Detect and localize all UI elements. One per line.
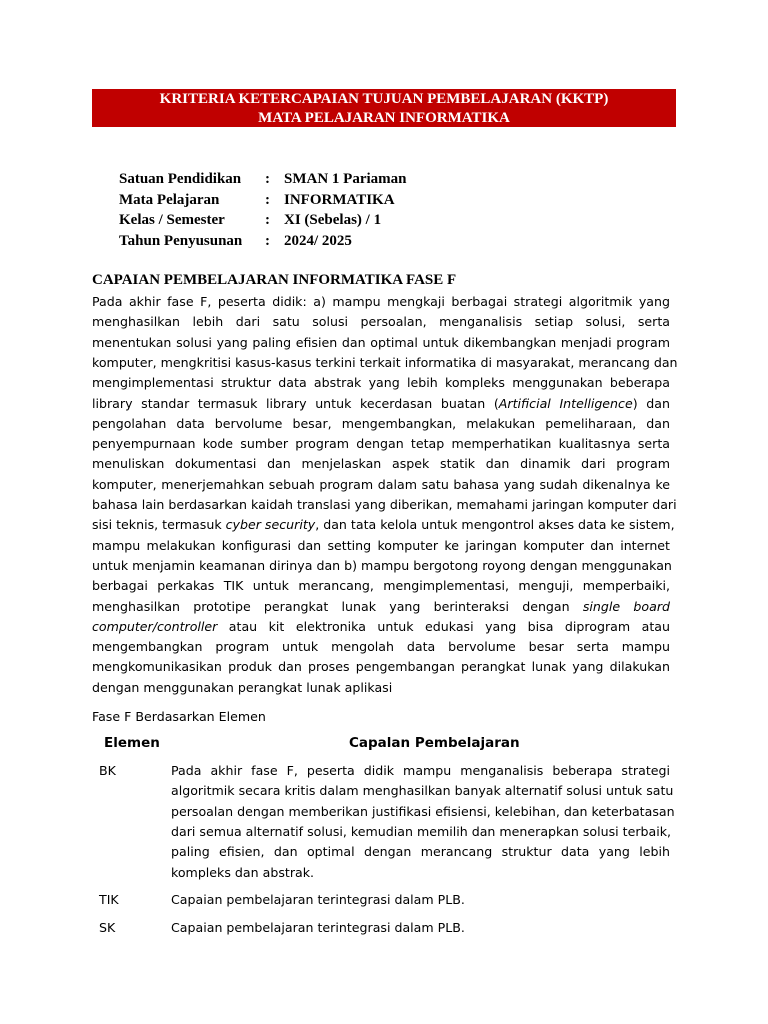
subheading: Fase F Berdasarkan Elemen [92,709,266,724]
table-capaian-line: paling efisien, dan optimal dengan merancang struktur data yang lebih [171,844,670,860]
table-element-cell: BK [99,763,116,778]
paragraph-line: menuliskan dokumentasi dan menjelaskan aspek statik dan dinamik dari program [92,456,670,472]
paragraph-line: dengan menggunakan perangkat lunak aplikasi [92,679,393,695]
title-banner [92,89,676,127]
table-element-cell: TIK [99,892,119,907]
paragraph-line: menentukan solusi yang paling efisien dan optimal untuk dikembangkan menjadi program [92,334,670,350]
info-label: Kelas / Semester [119,212,225,228]
paragraph-line: mengimplementasi struktur data abstrak yang lebih kompleks menggunakan beberapa [92,375,670,391]
paragraph-line: komputer, mengkritisi kasus-kasus terkini terkait informatika di masyarakat, merancang dan [92,354,678,370]
table-capaian-line: Capaian pembelajaran terintegrasi dalam PLB. [171,892,465,907]
title-line-2: MATA PELAJARAN INFORMATIKA [258,110,510,126]
paragraph-line: mengkomunikasikan produk dan proses pengembangan perangkat lunak yang dilakukan [92,659,670,675]
paragraph-line: mampu melakukan konfigurasi dan setting komputer ke jaringan komputer dan internet [92,537,670,553]
paragraph-line: bahasa lain berdasarkan kaidah translasi yang diberikan, memahami jaringan komputer dari [92,497,677,512]
section-heading: CAPAIAN PEMBELAJARAN INFORMATIKA FASE F [92,272,457,288]
paragraph-line: mengembangkan program untuk mengolah data bervolume besar serta mampu [92,639,670,655]
table-capaian-line: persoalan dengan memberikan justifikasi efisiensi, kelebihan, dan keterbatasan [171,803,675,819]
table-capaian-line: Pada akhir fase F, peserta didik mampu menganalisis beberapa strategi [171,763,670,778]
info-label: Satuan Pendidikan [119,171,242,187]
title-line-1: KRITERIA KETERCAPAIAN TUJUAN PEMBELAJARAN (KKTP) [159,91,609,107]
paragraph-line: Pada akhir fase F, peserta didik: a) mampu mengkaji berbagai strategi algoritmik yang [92,294,670,309]
info-value: INFORMATIKA [284,192,395,208]
table-header-elemen: Elemen [104,735,160,751]
paragraph-line: berbagai perkakas TIK untuk merancang, mengimplementasi, menguji, memperbaiki, [92,578,670,594]
paragraph-line: sisi teknis, termasuk cyber security, dan tata kelola untuk mengontrol akses data ke sistem, [92,517,675,533]
table-capaian-line: kompleks dan abstrak. [171,864,315,880]
info-colon: : [265,192,270,208]
table-header-capaian: Capalan Pembelajaran [349,735,520,751]
info-colon: : [265,233,270,249]
table-capaian-line: dari semua alternatif solusi, kemudian memilih dan menerapkan solusi terbaik, [171,823,672,839]
info-label: Tahun Penyusunan [119,233,243,249]
paragraph-line: pengolahan data bervolume besar, mengembangkan, melakukan pemeliharaan, dan [92,415,670,431]
paragraph-line: computer/controller atau kit elektronika untuk edukasi yang bisa diprogram atau [92,618,670,634]
paragraph-line: menghasilkan lebih dari satu solusi persoalan, menganalisis setiap solusi, serta [92,314,670,330]
paragraph-line: penyempurnaan kode sumber program dengan tetap memperhatikan kualitasnya serta [92,436,670,452]
paragraph-line: untuk menjamin keamanan dirinya dan b) mampu bergotong royong dengan menggunakan [92,557,672,573]
info-row [0,212,768,232]
paragraph-line: komputer, menerjemahkan sebuah program dalam satu bahasa yang sudah dikenalnya ke [92,476,670,492]
paragraph-line: menghasilkan prototipe perangkat lunak yang berinteraksi dengan single board [92,598,670,614]
info-colon: : [265,171,270,187]
info-label: Mata Pelajaran [119,192,220,208]
info-row [0,233,768,253]
info-value: SMAN 1 Pariaman [284,171,407,187]
table-element-cell: SK [99,920,116,935]
info-row [0,192,768,212]
paragraph-line: library standar termasuk library untuk kecerdasan buatan (Artificial Intelligence) dan [92,395,670,411]
info-value: 2024/ 2025 [284,233,352,249]
table-capaian-line: Capaian pembelajaran terintegrasi dalam PLB. [171,920,465,935]
info-value: XI (Sebelas) / 1 [284,212,382,228]
info-colon: : [265,212,270,228]
info-row [0,171,768,191]
table-capaian-line: algoritmik secara kritis dalam menghasilkan banyak alternatif solusi untuk satu [171,783,674,799]
